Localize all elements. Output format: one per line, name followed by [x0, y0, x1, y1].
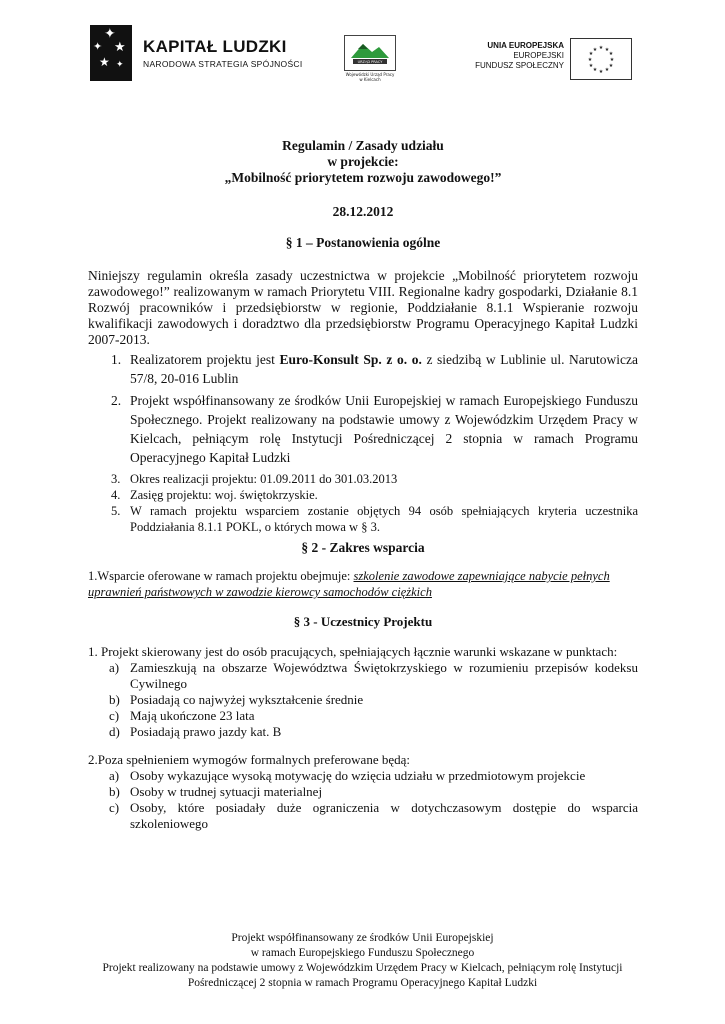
list-item — [109, 784, 638, 800]
svg-text:★: ★ — [598, 69, 604, 75]
svg-text:★: ★ — [588, 63, 594, 69]
item-number: 1. — [111, 352, 122, 367]
item-label: c) — [109, 800, 120, 815]
section-2-heading: § 2 - Zakres wsparcia — [301, 540, 425, 555]
svg-text:★: ★ — [604, 67, 610, 73]
section-3-heading: § 3 - Uczestnicy Projektu — [293, 614, 433, 629]
item-text: Projekt współfinansowany ze środków Unii Europejskiej w ramach Europejskiego Funduszu Społecznego. Projekt realizowany na podstawie umowy z Wojewódzkim Urzędem Pracy w Kielcach, pełniącym rolę Instytucji Pośredniczącej 2 stopnia w ramach Programu Operacyjnego Kapitał Ludzki — [130, 393, 638, 465]
esf-line1: EUROPEJSKI — [513, 51, 564, 60]
list-item — [111, 487, 638, 503]
item-text: Posiadają co najwyżej wykształcenie średnie — [130, 692, 364, 707]
item-text-bold: Euro-Konsult Sp. z o. o. — [279, 352, 422, 367]
section-3-paragraph-2: 2.Poza spełnieniem wymogów formalnych preferowane będą: — [88, 752, 411, 767]
section-3-paragraph-1: 1. Projekt skierowany jest do osób pracujących, spełniających łącznie warunki wskazane w punktach: — [88, 644, 618, 659]
eu-flag-icon — [570, 38, 632, 80]
item-text: Zamieszkują na obszarze Województwa Świętokrzyskiego w rozumieniu przepisów kodeksu Cywilnego — [130, 660, 638, 691]
item-text: Okres realizacji projektu: 01.09.2011 do 301.03.2013 — [130, 472, 398, 486]
section-3-list-1 — [109, 660, 638, 740]
section-2-text — [88, 568, 638, 600]
eu-esf-logo — [475, 38, 632, 78]
wup-kielce-logo — [344, 35, 396, 97]
eu-esf-text — [475, 41, 564, 71]
svg-text:★: ★ — [588, 51, 594, 57]
footer-line-3: Projekt realizowany na podstawie umowy z Wojewódzkim Urzędem Pracy w Kielcach, pełniącym rolę Instytucji — [102, 962, 623, 974]
kapital-ludzki-logo — [90, 25, 305, 83]
item-number: 4. — [111, 488, 121, 502]
svg-text:★: ★ — [608, 63, 614, 69]
list-item — [109, 724, 638, 740]
item-label: b) — [109, 692, 120, 707]
item-label: b) — [109, 784, 120, 799]
list-item — [111, 350, 639, 388]
section-2-text-pre: 1.Wsparcie oferowane w ramach projektu obejmuje: — [88, 569, 354, 583]
item-label: a) — [109, 768, 120, 783]
footer-line-4: Pośredniczącej 2 stopnia w ramach Programu Operacyjnego Kapitał Ludzki — [187, 977, 538, 989]
svg-text:★: ★ — [609, 57, 615, 63]
kapital-ludzki-emblem-icon: ✦ ✦ ★ ★ ✦ — [90, 25, 132, 81]
item-text: Osoby wykazujące wysoką motywację do wzięcia udziału w przedmiotowym projekcie — [130, 768, 586, 783]
page-header — [0, 0, 725, 100]
svg-text:★: ★ — [608, 51, 614, 57]
list-item — [111, 391, 638, 467]
list-item — [109, 768, 638, 784]
title-line-2: w projekcie: — [327, 154, 399, 169]
svg-text:★: ★ — [592, 47, 598, 53]
item-text-post: z siedzibą w Lublinie ul. Narutowicza 57/8, 20-016 Lublin — [130, 352, 639, 386]
svg-text:★: ★ — [604, 47, 610, 53]
section-1-intro: Niniejszy regulamin określa zasady uczestnictwa w projekcie „Mobilność priorytetem rozwoju zawodowego!” realizowanym w ramach Priorytetu VIII. Regionalne kadry gospodarki, Działanie 8.1 Rozwój pracowników i przedsiębiorstw w regionie, Poddziałanie 8.1.1 Wspieranie rozwoju kwalifikacji zawodowych i doradztwo dla przedsiębiorstw Programu Operacyjnego Kapitał Ludzki 2007-2013. — [88, 268, 638, 347]
document-date: 28.12.2012 — [332, 204, 394, 219]
footer-line-2: w ramach Europejskiego Funduszu Społecznego — [250, 947, 475, 959]
list-item — [109, 708, 638, 724]
kapital-ludzki-title: KAPITAŁ LUDZKI — [143, 37, 287, 56]
item-text: Osoby, które posiadały duże ograniczenia w dotychczasowym dostępie do wsparcia szkoleniowego — [130, 800, 638, 831]
item-label: a) — [109, 660, 120, 675]
eu-name: UNIA EUROPEJSKA — [487, 41, 564, 50]
item-label: d) — [109, 724, 120, 739]
section-2-training-link: szkolenie zawodowe zapewniające nabycie pełnych uprawnień państwowych w zawodzie kierowcy samochodów ciężkich — [88, 569, 610, 599]
svg-text:★: ★ — [598, 45, 604, 51]
item-text: Zasięg projektu: woj. świętokrzyskie. — [130, 488, 318, 502]
wup-mountain-icon — [345, 36, 395, 70]
wup-emblem — [344, 35, 396, 71]
item-number: 5. — [111, 504, 121, 518]
title-line-1: Regulamin / Zasady udziału — [282, 138, 444, 153]
title-line-3: „Mobilność priorytetem rozwoju zawodowego!” — [224, 170, 502, 185]
item-label: c) — [109, 708, 120, 723]
page-footer — [70, 931, 655, 991]
item-text: Posiadają prawo jazdy kat. B — [130, 724, 282, 739]
item-text: W ramach projektu wsparciem zostanie objętych 94 osób spełniających kryteria uczestnika Poddziałania 8.1.1 POKL, o których mowa w § 3. — [130, 504, 638, 534]
wup-badge-text: URZĄD PRACY — [357, 60, 383, 64]
svg-text:★: ★ — [592, 67, 598, 73]
section-1-heading: § 1 – Postanowienia ogólne — [285, 235, 441, 250]
footer-line-1: Projekt współfinansowany ze środków Unii Europejskiej — [231, 932, 494, 944]
section-3-list-2 — [109, 768, 638, 832]
kapital-ludzki-subtitle: NARODOWA STRATEGIA SPÓJNOŚCI — [143, 59, 303, 69]
section-1-list — [111, 350, 639, 535]
item-text-pre: Realizatorem projektu jest — [130, 352, 280, 367]
svg-text:★: ★ — [587, 57, 593, 63]
esf-line2: FUNDUSZ SPOŁECZNY — [475, 61, 564, 70]
item-number: 3. — [111, 472, 121, 486]
item-number: 2. — [111, 393, 122, 408]
list-item — [109, 800, 638, 832]
item-text: Mają ukończone 23 lata — [130, 708, 255, 723]
list-item — [109, 660, 638, 692]
wup-caption: Wojewódzki Urząd Pracy w Kielcach — [345, 72, 395, 82]
item-text: Osoby w trudnej sytuacji materialnej — [130, 784, 323, 799]
document-title — [88, 138, 638, 186]
list-item — [109, 692, 638, 708]
list-item — [111, 471, 638, 487]
list-item — [111, 503, 638, 535]
